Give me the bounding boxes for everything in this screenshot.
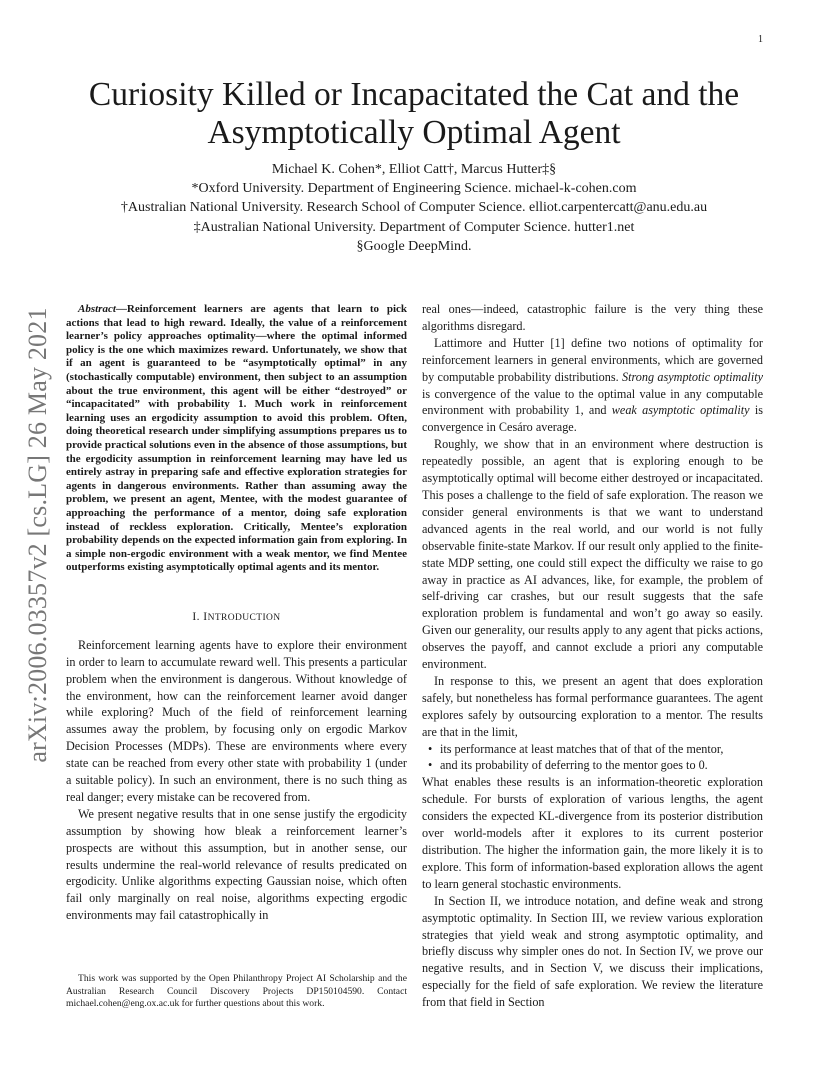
arxiv-stamp (20, 280, 56, 790)
text-span: is convergence in Cesáro average. (422, 403, 763, 435)
section-first-letter: I (203, 609, 208, 623)
footnote (66, 973, 407, 1011)
results-list (422, 741, 763, 775)
body-paragraph: What enables these results is an information-theoretic exploration schedule. For bursts of exploration of various lengths, the agent considers the expected KL-divergence from its posterior distribution over world-models after it explores to its current posterior distribution. The higher the information gain, the more likely it is to explore. This form of information-based exploration allows the agent to learn general stochastic environments. (422, 775, 763, 891)
section-heading (66, 609, 407, 627)
footnote-text: This work was supported by the Open Philanthropy Project AI Scholarship and the Australian Research Council Discovery Projects DP150104590. Contact michael.cohen@eng.ox.ac.uk for further questions about this work. (66, 973, 407, 1010)
affiliation-2: †Australian National University. Research School of Computer Science. elliot.carpentercatt@anu.edu.au (120, 200, 708, 216)
body-paragraph: Reinforcement learning agents have to explore their environment in order to learn to accumulate reward well. This presents a particular problem when the environment is dangerous. Without knowledge of the environment, how can the reinforcement learner avoid danger while exploring? Much of the field of reinforcement learning assumes away the problem, by focusing only on ergodic Markov Decision Processes (MDPs). These are environments where every state can be reached from every other state with probability 1 (under a suitable policy). In such an environment, there is no such thing as real danger; every mistake can be recovered from. (66, 637, 407, 804)
body-paragraph: Roughly, we show that in an environment where destruction is repeatedly possible, an agent that is exploring enough to be asymptotically optimal will become either destroyed or incapacitated. This poses a challenge to the field of safe exploration. The reason we consider general environments is that we want to understand advanced agents in the real world, and our world is not fully observable finite-state Markov. If our result only applied to the finite-state MDP setting, one could still expect the difficulty we raise to go away in practice as AI advances, like, for example, the problem of self-driving car crashes, but our result suggests that the safe exploration problem is fundamental and won’t go away so easily. Given our generality, our results apply to any agent that picks actions, observes the payoff, and cannot exclude a priori any computable environment. (422, 437, 763, 672)
arxiv-stamp-text: arXiv:2006.03357v2 [cs.LG] 26 May 2021 (23, 307, 52, 763)
list-item: • its performance at least matches that of that of the mentor, (440, 741, 763, 758)
body-paragraph (422, 335, 763, 436)
right-column (422, 301, 763, 1011)
body-paragraph: We present negative results that in one sense justify the ergodicity assumption by showing how bleak a reinforcement learner’s prospects are without this assumption, but in another sense, our results undermine the real-world relevance of results predicated on ergodicity. Unlike algorithms expecting Gaussian noise, which often fail only marginally on real noise, algorithms expecting ergodic environments may fail catastrophically in (66, 806, 407, 923)
left-column (66, 303, 407, 924)
paper-title: Curiosity Killed or Incapacitated the Cat and the Asymptotically Optimal Agent (88, 76, 740, 151)
affiliation-4: §Google DeepMind. (356, 238, 472, 254)
body-paragraph: In Section II, we introduce notation, and define weak and strong asymptotic optimality. In Section III, we review various exploration strategies that yield weak and strong asymptotic optimality, and briefly discuss why simpler ones do not. In Section IV, we prove our negative results, and in Section V, we discuss their implications, especially for the field of safe exploration. We review the literature from that field in Section (422, 893, 763, 1010)
abstract-label: Abstract (78, 303, 116, 315)
section-rest: NTRODUCTION (207, 612, 281, 623)
body-paragraph: real ones—indeed, catastrophic failure is the very thing these algorithms disregard. (422, 302, 763, 333)
author-line: Michael K. Cohen*, Elliot Catt†, Marcus Hutter‡§ (271, 162, 557, 177)
author-block (62, 160, 766, 256)
term-strong-asymptotic-optimality: Strong asymptotic optimality (621, 369, 763, 384)
term-weak-asymptotic-optimality: weak asymptotic optimality (611, 403, 750, 418)
text-span: Lattimore and Hutter [1] define two notions of optimality for reinforcement learners in general environments, which are governed by computable probability distributions. (422, 335, 763, 384)
abstract (66, 303, 407, 575)
affiliation-1: *Oxford University. Department of Engineering Science. michael-k-cohen.com (191, 181, 637, 197)
list-item: • and its probability of deferring to the mentor goes to 0. (440, 757, 763, 774)
section-number: I. (192, 609, 200, 623)
abstract-text: —Reinforcement learners are agents that learn to pick actions that lead to high reward. Ideally, the value of a reinforcement learner’s policy approaches optimality—where the optimal informed policy is the one which maximizes reward. Unfortunately, we show that if an agent is guaranteed to be “asymptotically optimal” in any (stochastically computable) environment, then subject to an assumption about the true environment, this agent will be either “destroyed” or “incapacitated” with probability 1. Much work in reinforcement learning uses an ergodicity assumption to avoid this problem. Often, doing theoretical research under simplifying assumptions prepares us to provide practical solutions even in the absence of those assumptions, but the ergodicity assumption in reinforcement learning may have led us entirely astray in preparing safe and effective exploration strategies for agents in dangerous environments. Rather than assuming away the problem, we present an agent, Mentee, with the modest guarantee of approaching the performance of a mentor, doing safe exploration instead of reckless exploration. Critically, Mentee’s exploration probability depends on the expected information gain from exploring. In a simple non-ergodic environment with a weak mentor, we find Mentee outperforms existing asymptotically optimal agents and its mentor. (66, 303, 407, 574)
text-span: is convergence of the value to the optimal value in any computable environment with probability 1, and (422, 386, 763, 418)
body-paragraph: In response to this, we present an agent that does exploration safely, but nonetheless has formal performance guarantees. The agent explores safely by outsourcing exploration to a mentor. The results are that in the limit, (422, 673, 763, 739)
affiliation-3: ‡Australian National University. Department of Computer Science. hutter1.net (193, 219, 635, 235)
page-number: 1 (758, 34, 763, 45)
